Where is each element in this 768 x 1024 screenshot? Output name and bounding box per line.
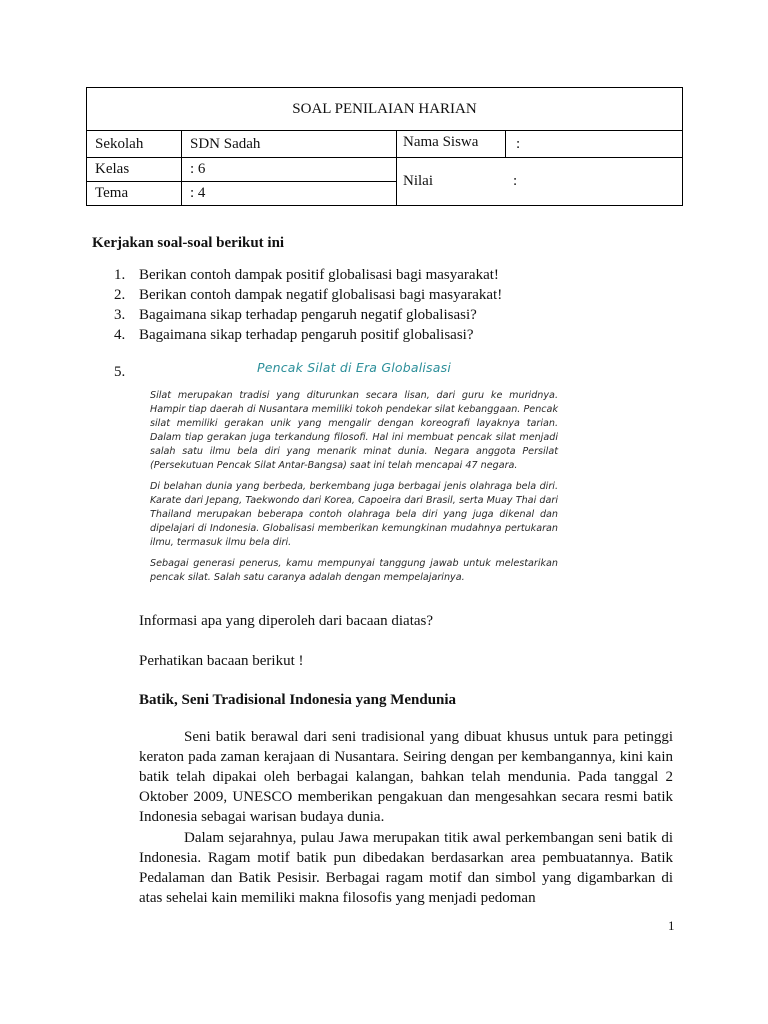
sekolah-value: SDN Sadah — [182, 131, 397, 158]
batik-paragraph: Seni batik berawal dari seni tradisional yang dibuat khusus untuk para petinggi keraton pada zaman kerajaan di Nusantara. Seiring dengan per kembangannya, kini kain batik telah dipakai oleh berbagai kalangan, bahkan telah mendunia. Pada tanggal 2 Oktober 2009, UNESCO memberikan pengakuan dan mengesahkan secara resmi batik Indonesia sebagai warisan budaya dunia. — [139, 729, 673, 825]
reading-paragraph: Silat merupakan tradisi yang diturunkan secara lisan, dari guru ke muridnya. Hampir tiap daerah di Nusantara memiliki tokoh pendekar silat kebanggaan. Pencak silat memiliki gerakan unik yang mengalir dengan koreografi layaknya tarian. Dalam tiap gerakan juga terkandung filosofi. Hal ini membuat pencak silat menjadi salah satu ilmu bela diri yang menarik minat dunia. Negara anggota Persilat (Persekutuan Pencak Silat Antar-Bangsa) saat ini telah mencapai 47 negara. — [150, 390, 558, 471]
question-5-text: Informasi apa yang diperoleh dari bacaan diatas? — [139, 613, 434, 629]
reading-title: Pencak Silat di Era Globalisasi — [256, 360, 452, 375]
batik-passage — [139, 727, 673, 909]
reading-paragraph: Di belahan dunia yang berbeda, berkembang juga berbagai jenis olahraga bela diri. Karate dari Jepang, Taekwondo dari Korea, Capoeira dari Brasil, serta Muay Thai dari Thailand merupakan beberapa contoh olahraga bela diri yang juga dikenal dan dipelajari di Indonesia. Globalisasi memberikan kemungkinan mudahnya pertukaran ilmu, termasuk ilmu bela diri. — [150, 481, 558, 548]
question-5-number: 5. — [114, 364, 126, 380]
sekolah-label: Sekolah — [87, 131, 182, 158]
question-item: 3. Bagaimana sikap terhadap pengaruh negatif globalisasi? — [114, 307, 477, 323]
batik-title: Batik, Seni Tradisional Indonesia yang Mendunia — [139, 692, 457, 708]
kelas-label: Kelas — [87, 158, 182, 182]
header-table — [86, 87, 683, 206]
nilai-label: Nilai — [403, 173, 433, 189]
question-list — [114, 265, 502, 345]
tema-label: Tema — [87, 182, 182, 206]
nilai-value[interactable]: : — [513, 173, 518, 189]
batik-paragraph: Dalam sejarahnya, pulau Jawa merupakan titik awal perkembangan seni batik di Indonesia. Ragam motif batik pun dibedakan berdasarkan area pembuatannya. Batik Pedalaman dan Batik Pesisir. Berbagai ragam motif dan simbol yang digambarkan di atas sehelai kain memiliki makna filosofis yang menjadi pedoman — [139, 830, 673, 906]
question-item: 2. Berikan contoh dampak negatif globalisasi bagi masyarakat! — [114, 287, 503, 303]
question-item: 1. Berikan contoh dampak positif globalisasi bagi masyarakat! — [114, 267, 499, 283]
nama-siswa-label: Nama Siswa — [397, 131, 506, 157]
sheet-title: SOAL PENILAIAN HARIAN — [87, 88, 683, 131]
nama-siswa-value[interactable]: : — [516, 136, 521, 152]
instruction: Kerjakan soal-soal berikut ini — [92, 235, 285, 251]
page-number: 1 — [668, 918, 675, 933]
kelas-value: : 6 — [182, 158, 397, 182]
reading-passage — [150, 360, 558, 592]
tema-value: : 4 — [182, 182, 397, 206]
question-6-intro: Perhatikan bacaan berikut ! — [139, 653, 304, 669]
question-item: 4. Bagaimana sikap terhadap pengaruh positif globalisasi? — [114, 327, 474, 343]
reading-paragraph: Sebagai generasi penerus, kamu mempunyai tanggung jawab untuk melestarikan pencak silat. Salah satu caranya adalah dengan mempelajarinya. — [150, 558, 558, 583]
